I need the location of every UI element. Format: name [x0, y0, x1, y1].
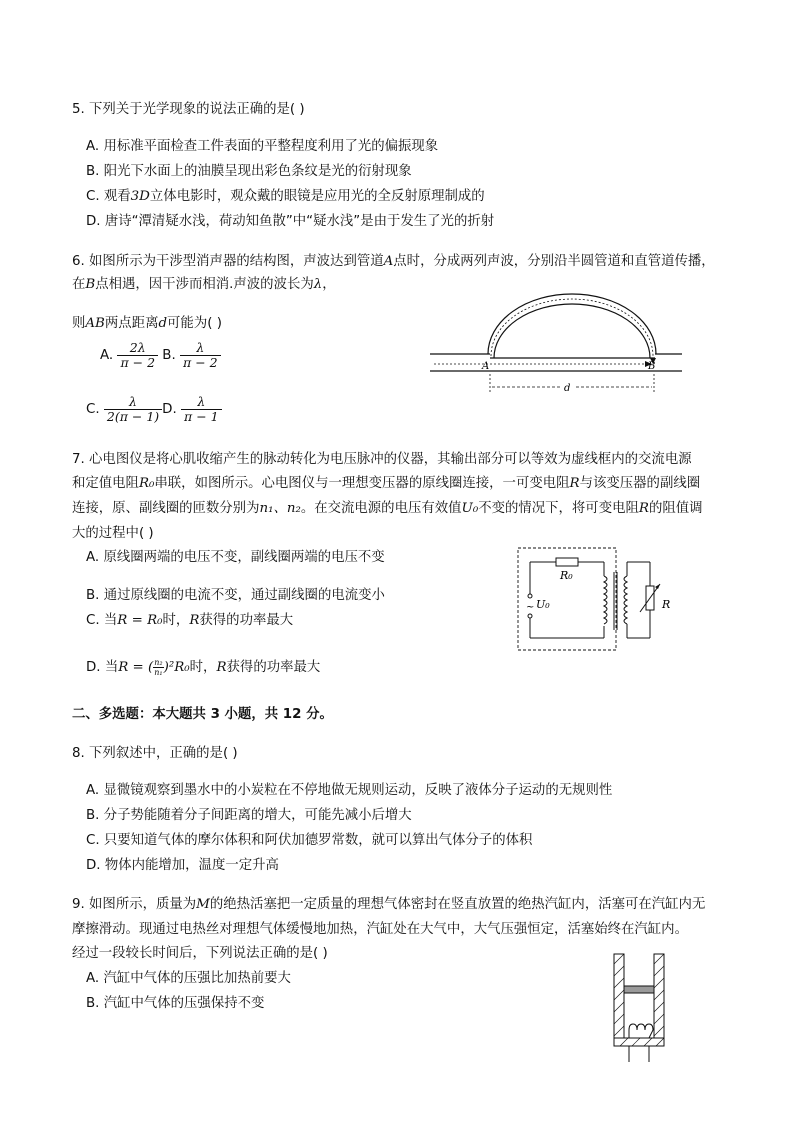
- q7-opt-d-mid: 时，: [189, 660, 217, 675]
- q7-opt-d-r: R: [216, 660, 227, 675]
- q7-opt-c-pre: C. 当: [86, 613, 118, 628]
- q9-cylinder-diagram: [610, 950, 670, 1066]
- q6-opt-a-frac: [117, 341, 158, 370]
- q6-stem1-a: A: [383, 254, 394, 269]
- q8-option-c: C. 只要知道气体的摩尔体积和阿伏加德罗常数，就可以算出气体分子的体积: [86, 833, 533, 848]
- q7-stem3-r: R: [638, 501, 649, 516]
- q7-stem2-post: 串联，如图所示。心电图仪与一理想变压器的原线圈连接，一可变电阻: [154, 476, 570, 491]
- q7-opt-c-mid: 时，: [162, 613, 190, 628]
- q6-opt-b-den: π − 2: [183, 354, 218, 370]
- q6-stem1-post: 点时，分成两列声波，分别沿半圆管道和直管道传播，: [393, 254, 715, 269]
- q7-option-a: A. 原线圈两端的电压不变，副线圈两端的电压不变: [86, 550, 385, 565]
- resistor-r0: [556, 558, 578, 566]
- q7-opt-d-frac: [153, 658, 163, 677]
- q6-stem3-pre: 则: [72, 316, 86, 331]
- q7-stem3-u0: U₀: [461, 501, 479, 516]
- q6-stem2-pre: 在: [72, 277, 86, 292]
- terminal-top: [528, 594, 532, 598]
- label-r: R: [662, 598, 671, 611]
- piston: [624, 986, 654, 993]
- variable-arrow-head: [655, 584, 660, 589]
- q6-opt-d-num: λ: [181, 395, 222, 410]
- q5-option-c-post: 立体电影时，观众戴的眼镜是应用光的全反射原理制成的: [149, 189, 485, 204]
- q6-options-cd: [86, 394, 222, 426]
- q8-option-a: A. 显微镜观察到墨水中的小炭粒在不停地做无规则运动，反映了液体分子运动的无规则性: [86, 783, 613, 798]
- q6-opt-c-num: λ: [104, 395, 162, 410]
- q5-option-c: [86, 188, 485, 206]
- q9-option-a: A. 汽缸中气体的压强比加热前要大: [86, 971, 291, 986]
- q6-stem3-mid: 两点距离: [104, 316, 159, 331]
- q6-stem3-ab: AB: [85, 316, 105, 331]
- q9-stem1-pre: 9. 如图所示，质量为: [72, 897, 197, 912]
- q9-stem1-post: 的绝热活塞把一定质量的理想气体密封在竖直放置的绝热汽缸内，活塞可在汽缸内无: [209, 897, 706, 912]
- q9-stem1-m: M: [196, 897, 210, 912]
- q6-stem2-post: ，: [322, 277, 336, 292]
- q7-stem3-n: n₁、n₂: [259, 501, 301, 516]
- q6-stem2-b: B: [85, 277, 96, 292]
- q6-opt-c-den: 2(π − 1): [106, 408, 160, 424]
- q6-opt-c-label: C.: [86, 402, 104, 417]
- q9-stem-line1: [72, 896, 705, 914]
- arc-outer: [488, 294, 656, 354]
- terminal-bottom: [528, 614, 532, 618]
- q6-muffler-diagram: [430, 292, 690, 400]
- q5-option-a: A. 用标准平面检查工件表面的平整程度利用了光的偏振现象: [86, 139, 439, 154]
- ac-symbol: ~: [526, 602, 535, 613]
- arc-inner: [494, 304, 650, 358]
- q5-option-b: B. 阳光下水面上的油膜呈现出彩色条纹是光的衍射现象: [86, 164, 412, 179]
- q9-option-b: B. 汽缸中气体的压强保持不变: [86, 996, 265, 1011]
- q8-option-d: D. 物体内能增加，温度一定升高: [86, 858, 279, 873]
- q6-stem-line3: [72, 315, 222, 333]
- q6-opt-a-num: 2λ: [117, 341, 158, 356]
- q6-options-ab: [100, 340, 221, 372]
- q5-option-d: D. 唐诗“潭清疑水浅，荷动知鱼散”中“疑水浅”是由于发生了光的折射: [86, 214, 495, 229]
- section-2-title: 二、多选题：本大题共 3 小题，共 12 分。: [72, 707, 333, 722]
- q6-opt-b-label: B.: [158, 348, 181, 363]
- q7-stem2-r: R: [569, 476, 580, 491]
- q6-stem3-d: d: [158, 316, 168, 331]
- q7-opt-d-post: 获得的功率最大: [226, 660, 321, 675]
- q7-opt-d-math2: )²R₀: [163, 660, 190, 675]
- q6-stem-line1: [72, 253, 715, 271]
- q7-option-c: [86, 612, 293, 630]
- q6-stem1-pre: 6. 如图所示为干涉型消声器的结构图，声波达到管道: [72, 254, 384, 269]
- q7-stem-line1: 7. 心电图仪是将心肌收缩产生的脉动转化为电压脉冲的仪器，其输出部分可以等效为虚线框内的交流电源: [72, 452, 692, 467]
- label-b: B: [648, 361, 656, 372]
- label-a: A: [482, 361, 490, 372]
- arc-wave-path: [491, 299, 653, 356]
- label-u0: U₀: [536, 598, 550, 611]
- q7-stem-line2: [72, 475, 700, 493]
- q7-stem3-mid2: 不变的情况下，将可变电阻: [478, 501, 639, 516]
- q7-option-b: B. 通过原线圈的电流不变，通过副线圈的电流变小: [86, 588, 385, 603]
- q7-opt-c-post: 获得的功率最大: [199, 613, 294, 628]
- q7-stem-line3: [72, 500, 703, 518]
- q7-stem2-pre: 和定值电阻: [72, 476, 139, 491]
- primary-coil: [604, 576, 607, 624]
- q7-opt-c-math: R = R₀: [117, 613, 163, 628]
- q6-opt-a-den: π − 2: [120, 354, 156, 370]
- q6-opt-b-num: λ: [180, 341, 221, 356]
- label-d: d: [564, 383, 571, 394]
- q6-opt-a-label: A.: [100, 348, 118, 363]
- q7-opt-d-num: n₂: [154, 657, 163, 667]
- q7-opt-c-r: R: [189, 613, 200, 628]
- q7-stem-line4: 大的过程中( ): [72, 526, 154, 541]
- q7-option-d: [86, 654, 320, 682]
- q5-stem: 5. 下列关于光学现象的说法正确的是( ): [72, 102, 305, 117]
- q5-option-c-pre: C. 观看: [86, 189, 131, 204]
- q7-stem2-r0: R₀: [138, 476, 155, 491]
- q6-stem3-post: 可能为( ): [167, 316, 222, 331]
- q6-stem-line2: [72, 276, 336, 294]
- q8-stem: 8. 下列叙述中，正确的是( ): [72, 746, 238, 761]
- q6-opt-d-label: D.: [162, 402, 181, 417]
- q7-circuit-diagram: [516, 546, 676, 654]
- q9-stem-line2: 摩擦滑动。现通过电热丝对理想气体缓慢地加热，汽缸处在大气中，大气压强恒定，活塞始终在汽缸内。: [72, 922, 688, 937]
- label-r0: R₀: [560, 569, 573, 582]
- q8-option-b: B. 分子势能随着分子间距离的增大，可能先减小后增大: [86, 808, 412, 823]
- q7-opt-d-den: n₁: [154, 667, 163, 677]
- q6-opt-c-frac: [104, 395, 162, 424]
- q7-opt-d-math1: R = (: [118, 660, 154, 675]
- q6-opt-d-den: π − 1: [184, 408, 219, 424]
- q7-stem3-post: 的阻值调: [648, 501, 703, 516]
- q5-option-c-math: 3D: [130, 189, 150, 204]
- q6-stem2-lambda: λ: [313, 277, 323, 292]
- q9-stem-line3: 经过一段较长时间后，下列说法正确的是( ): [72, 946, 328, 961]
- q7-stem2-post2: 与该变压器的副线圈: [579, 476, 701, 491]
- secondary-coil: [624, 576, 627, 624]
- q7-stem3-mid: 。在交流电源的电压有效值: [300, 501, 462, 516]
- q6-stem2-mid: 点相遇，因干涉而相消.声波的波长为: [95, 277, 314, 292]
- q6-opt-d-frac: [181, 395, 222, 424]
- q6-opt-b-frac: [180, 341, 221, 370]
- heating-coil: [629, 1024, 653, 1038]
- q7-stem3-pre: 连接，原、副线圈的匝数分别为: [72, 501, 260, 516]
- q7-opt-d-pre: D. 当: [86, 660, 119, 675]
